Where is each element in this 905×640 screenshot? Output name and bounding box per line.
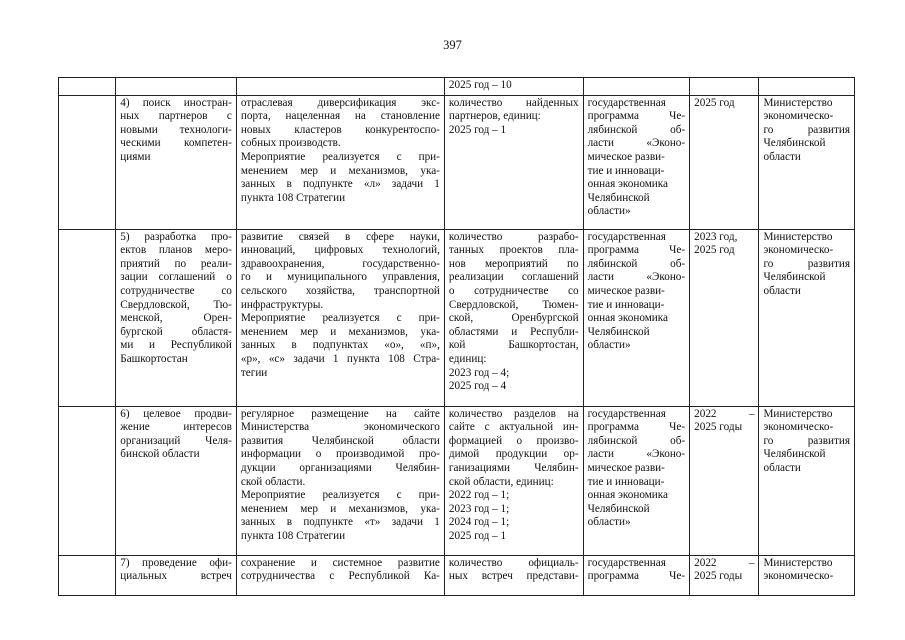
cell-line: отраслевая диверсификация экс-	[240, 96, 440, 109]
cell-line: Министерство	[763, 407, 833, 420]
cell-line: 7) проведение офи-	[120, 556, 232, 569]
content-cell	[236, 555, 444, 595]
cell-line: 2025 годы	[694, 570, 743, 583]
cell-line: димой продукции ор-	[448, 448, 579, 461]
cell-line: программа Че-	[587, 110, 686, 123]
cell-line: ных встреч представи-	[448, 570, 579, 583]
cell-line: занных в подпунктах «о», «п»,	[240, 339, 440, 352]
cell-line: 4) поиск иностран-	[120, 96, 232, 109]
table-row	[59, 95, 855, 229]
cell-line: тие и инноваци-	[587, 164, 665, 177]
cell-line: Челябинской	[763, 271, 826, 284]
cell-line: ской, Оренбургской	[448, 312, 579, 325]
cell-line: жение интересов	[120, 421, 232, 434]
table-row	[59, 78, 855, 96]
executor-cell	[759, 78, 855, 96]
cell-line: Челябинской	[587, 191, 650, 204]
executor-cell	[759, 406, 855, 555]
cell-line: программа Че-	[587, 570, 686, 583]
indicator-cell	[444, 78, 583, 96]
deadline-cell	[690, 78, 759, 96]
cell-line: 2025 год – 10	[448, 79, 512, 91]
cell-line: 2025 год	[694, 96, 735, 109]
indicator-cell	[444, 229, 583, 406]
cell-line: программа Че-	[587, 244, 686, 257]
cell-line: Челябинской	[587, 502, 650, 515]
cell-line: лябинской об-	[587, 123, 686, 136]
measure-cell	[116, 555, 237, 595]
measure-cell	[116, 78, 237, 96]
cell-line: Мероприятие реализуется с при-	[240, 489, 440, 502]
cell-line: 2023 год – 4;	[448, 366, 510, 379]
cell-line: 2022 –	[694, 556, 755, 569]
cell-line: пункта 108 Стратегии	[240, 529, 346, 542]
cell-line: ганизациями Челябин-	[448, 461, 579, 474]
cell-line: нов мероприятий по	[448, 257, 579, 270]
deadline-cell	[690, 406, 759, 555]
cell-line: онная экономика	[587, 489, 668, 502]
cell-line: тегии	[240, 366, 268, 379]
cell-line: мическое разви-	[587, 150, 665, 163]
cell-line: онная экономика	[587, 178, 668, 191]
cell-line: области	[763, 461, 801, 474]
indicator-cell	[444, 95, 583, 229]
cell-line: порта, нацеленная на становление	[240, 110, 440, 123]
cell-line: занных в подпункте «т» задачи 1	[240, 516, 440, 529]
cell-line: ческими компетен-	[120, 137, 232, 150]
cell-line: количество разрабо-	[448, 230, 579, 243]
content-cell	[236, 406, 444, 555]
cell-line: области»	[587, 339, 631, 352]
cell-line: области	[763, 150, 801, 163]
cell-line: бинской области	[120, 448, 200, 461]
cell-line: регулярное размещение на сайте	[240, 407, 440, 420]
cell-line: менением мер и механизмов, ука-	[240, 325, 440, 338]
cell-line: го развития	[763, 257, 850, 270]
cell-line: ласти «Эконо-	[587, 271, 686, 284]
cell-line: зации соглашений о	[120, 271, 232, 284]
cell-line: Мероприятие реализуется с при-	[240, 312, 440, 325]
cell-line: единиц:	[448, 352, 487, 365]
cell-line: Мероприятие реализуется с при-	[240, 150, 440, 163]
cell-line: 2023 год,	[694, 230, 738, 243]
executor-cell	[759, 229, 855, 406]
cell-line: Челябинской	[587, 325, 650, 338]
measure-cell	[116, 95, 237, 229]
cell-line: дукции организациями Челябин-	[240, 461, 440, 474]
cell-line: «р», «с» задачи 1 пункта 108 Стра-	[240, 352, 440, 365]
cell-line: ласти «Эконо-	[587, 448, 686, 461]
cell-line: 6) целевое продви-	[120, 407, 232, 420]
cell-line: 2024 год – 1;	[448, 516, 510, 529]
cell-line: го развития	[763, 434, 850, 447]
cell-line: циями	[120, 150, 151, 163]
cell-line: 2022 год – 1;	[448, 489, 510, 502]
cell-line: экономическо-	[763, 110, 834, 123]
cell-line: экономическо-	[763, 244, 834, 257]
cell-line: программа Че-	[587, 421, 686, 434]
cell-line: ектов планов меро-	[120, 244, 232, 257]
cell-line: развития Челябинской области	[240, 434, 440, 447]
cell-line: мическое разви-	[587, 461, 665, 474]
cell-line: лябинской об-	[587, 257, 686, 270]
cell-line: реализации соглашений	[448, 271, 579, 284]
content-cell	[236, 78, 444, 96]
cell-line: Министерство	[763, 556, 833, 569]
cell-line: количество найденных	[448, 96, 579, 109]
cell-line: лябинской об-	[587, 434, 686, 447]
cell-line: 2025 год – 1	[448, 123, 507, 136]
number-cell	[59, 229, 116, 406]
table-row	[59, 555, 855, 595]
content-cell	[236, 229, 444, 406]
cell-line: экономическо-	[763, 421, 834, 434]
cell-line: циальных встреч	[120, 570, 232, 583]
cell-line: формацией о произво-	[448, 434, 579, 447]
page-number: 397	[443, 38, 462, 52]
indicator-cell	[444, 406, 583, 555]
executor-cell	[759, 555, 855, 595]
number-cell	[59, 406, 116, 555]
cell-line: государственная	[587, 407, 666, 420]
indicator-cell	[444, 555, 583, 595]
measure-cell	[116, 406, 237, 555]
cell-line: Челябинской	[763, 137, 826, 150]
cell-line: собных производств.	[240, 137, 341, 150]
cell-line: количество официаль-	[448, 556, 579, 569]
cell-line: новых кластеров конкурентоспо-	[240, 123, 440, 136]
cell-line: сотрудничества с Республикой Ка-	[240, 570, 440, 583]
content-cell	[236, 95, 444, 229]
cell-line: области»	[587, 205, 631, 218]
cell-line: 2025 год – 1	[448, 529, 507, 542]
program-cell	[583, 555, 690, 595]
cell-line: области»	[587, 516, 631, 529]
cell-line: Свердловской, Тю-	[120, 298, 232, 311]
table-body	[59, 78, 855, 596]
cell-line: мическое разви-	[587, 284, 665, 297]
cell-line: Министерство	[763, 96, 833, 109]
cell-line: пункта 108 Стратегии	[240, 191, 346, 204]
cell-line: танных проектов пла-	[448, 244, 579, 257]
table-row	[59, 229, 855, 406]
number-cell	[59, 95, 116, 229]
cell-line: количество разделов на	[448, 407, 579, 420]
cell-line: Челябинской	[763, 448, 826, 461]
cell-line: новыми технологи-	[120, 123, 232, 136]
cell-line: менской, Орен-	[120, 312, 232, 325]
cell-line: Министерства экономического	[240, 421, 440, 434]
cell-line: сайте с актуальной ин-	[448, 421, 579, 434]
number-cell	[59, 78, 116, 96]
cell-line: экономическо-	[763, 570, 834, 583]
cell-line: области	[763, 284, 801, 297]
cell-line: государственная	[587, 556, 666, 569]
cell-line: ных партнеров с	[120, 110, 232, 123]
cell-line: сотрудничестве со	[120, 284, 232, 297]
cell-line: партнеров, единиц:	[448, 110, 541, 123]
cell-line: тие и инноваци-	[587, 298, 665, 311]
cell-line: государственная	[587, 230, 666, 243]
executor-cell	[759, 95, 855, 229]
cell-line: 2025 годы	[694, 421, 743, 434]
cell-line: кой Башкортостан,	[448, 339, 579, 352]
deadline-cell	[690, 95, 759, 229]
cell-line: менением мер и механизмов, ука-	[240, 502, 440, 515]
cell-line: 5) разработка про-	[120, 230, 232, 243]
table-row	[59, 406, 855, 555]
cell-line: 2025 год – 4	[448, 380, 507, 393]
cell-line: 2025 год	[694, 244, 735, 257]
number-cell	[59, 555, 116, 595]
cell-line: сохранение и системное развитие	[240, 556, 440, 569]
cell-line: 2023 год – 1;	[448, 502, 510, 515]
cell-line: государственная	[587, 96, 666, 109]
cell-line: Башкортостан	[120, 352, 188, 365]
deadline-cell	[690, 229, 759, 406]
cell-line: развитие связей в сфере науки,	[240, 230, 440, 243]
cell-line: менением мер и механизмов, ука-	[240, 164, 440, 177]
program-cell	[583, 95, 690, 229]
cell-line: инфраструктуры.	[240, 298, 324, 311]
cell-line: онная экономика	[587, 312, 668, 325]
cell-line: бургской областя-	[120, 325, 232, 338]
program-cell	[583, 229, 690, 406]
cell-line: Свердловской, Тюмен-	[448, 298, 579, 311]
cell-line: информации о производимой про-	[240, 448, 440, 461]
cell-line: о сотрудничестве со	[448, 284, 579, 297]
cell-line: 2022 –	[694, 407, 755, 420]
cell-line: го развития	[763, 123, 850, 136]
cell-line: здравоохранения, государственно-	[240, 257, 440, 270]
cell-line: го и муниципального управления,	[240, 271, 440, 284]
measure-cell	[116, 229, 237, 406]
cell-line: организаций Челя-	[120, 434, 232, 447]
cell-line: инноваций, цифровых технологий,	[240, 244, 440, 257]
cell-line: ской области, единиц:	[448, 475, 554, 488]
deadline-cell	[690, 555, 759, 595]
program-cell	[583, 78, 690, 96]
cell-line: Министерство	[763, 230, 833, 243]
measures-table	[58, 77, 855, 596]
cell-line: областями и Республи-	[448, 325, 579, 338]
cell-line: ласти «Эконо-	[587, 137, 686, 150]
cell-line: ской области.	[240, 475, 306, 488]
program-cell	[583, 406, 690, 555]
cell-line: ми и Республикой	[120, 339, 232, 352]
cell-line: приятий по реали-	[120, 257, 232, 270]
cell-line: сельского хозяйства, транспортной	[240, 284, 440, 297]
cell-line: занных в подпункте «л» задачи 1	[240, 178, 440, 191]
cell-line: тие и инноваци-	[587, 475, 665, 488]
